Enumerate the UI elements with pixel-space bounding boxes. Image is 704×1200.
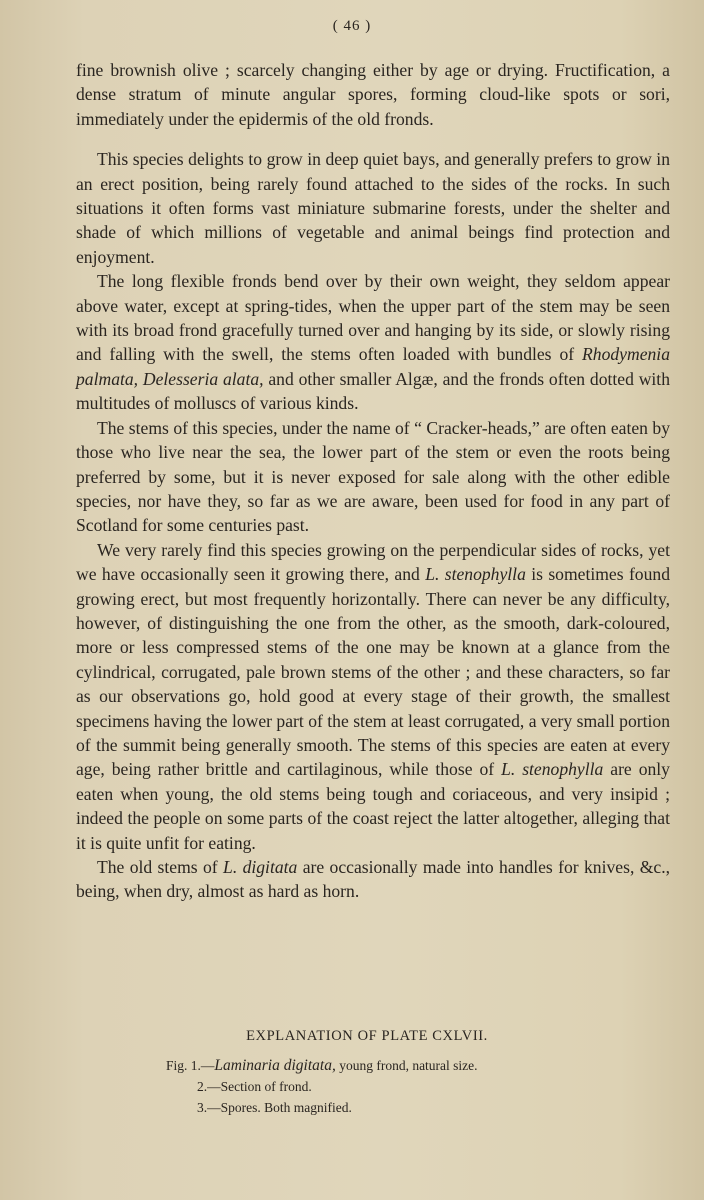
paragraph-cracker-heads: The stems of this species, under the name of “ Cracker-heads,” are often eaten by those who live near the sea, the lower part of the stem or even the roots being preferred by some, but it is never exposed for sale along with the other edible species, nor have they, so far as we are aware, been used for food in any part of Scotland for some centuries past. [76,417,670,536]
paragraph-handles-text-a: The old stems of [97,857,224,877]
page-number: ( 46 ) [332,18,372,34]
species-names-italic: Rhodymenia palmata, Delesseria alata, [76,344,670,389]
paragraph-fronds-text-a: The long flexible fronds bend over by their own weight, they seldom appear above water, except at spring-tides, when the upper part of the stem may be seen with its broad frond gracefully turned over and hanging by its side, or slowly rising and falling with the swell, the stems often loaded with bundles of [76,271,670,365]
paragraph-distinguishing-text-c: are only eaten when young, the old stems being tough and coriaceous, and very insipid ; indeed the people on some parts of the coast reject the latter altogether, alleging that it is quite unfit for eating. [76,759,670,853]
paragraph-handles [76,855,670,904]
figure-1-description: young frond, natural size. [335,1058,478,1073]
figure-1-species: Laminaria digitata, [214,1057,336,1074]
plate-explanation [0,1028,704,1118]
figure-caption-1 [166,1055,704,1076]
paragraph-distinguishing-text-b: is sometimes found growing erect, but most frequently horizontally. There can never be any difficulty, however, of distinguishing the one from the other, as the smooth, dark-coloured, more or less compressed stems of the one may be known at a glance from the cylindrical, corrugated, pale brown stems of the other ; and these characters, so far as our observations go, hold good at every stage of their growth, the smallest specimens having the lower part of the stem at least corrugated, a very small portion of the summit being generally smooth. The stems of this species are eaten at every age, being rather brittle and cartilaginous, while those of [76,564,670,780]
figure-caption-3: 3.—Spores. Both magnified. [197,1100,352,1115]
figure-caption-2: 2.—Section of frond. [197,1079,312,1094]
paragraph-distinguishing-text-a: We very rarely find this species growing on the perpendicular sides of rocks, yet we have occasionally seen it growing there, and [76,539,670,585]
explanation-title: EXPLANATION OF PLATE CXLVII. [246,1028,488,1044]
body-text [76,58,670,904]
paragraph-fronds-text-b: and other smaller Algæ, and the fronds often dotted with multitudes of molluscs of various kinds. [76,368,670,414]
figure-1-prefix: Fig. 1.— [166,1058,215,1073]
paragraph-habitat: This species delights to grow in deep quiet bays, and generally prefers to grow in an erect position, being rarely found attached to the sides of the rocks. In such situations it often forms vast miniature submarine forests, under the shelter and shade of which millions of vegetable and animal beings find protection and enjoyment. [76,149,670,267]
paragraph-description-continued: fine brownish olive ; scarcely changing either by age or drying. Fructification, a dense stratum of minute angular spores, forming cloud-like spots or sori, immediately under the epidermis of the old fronds. [76,60,670,129]
paragraph-handles-text-b: are occasionally made into handles for knives, &c., being, when dry, almost as hard as horn. [76,857,670,902]
paragraph-fronds [76,269,670,415]
paragraph-distinguishing [76,538,670,855]
species-name-italic: L. stenophylla [425,564,526,585]
species-name-italic: L. stenophylla [501,759,604,780]
species-name-italic: L. digitata [223,857,298,877]
